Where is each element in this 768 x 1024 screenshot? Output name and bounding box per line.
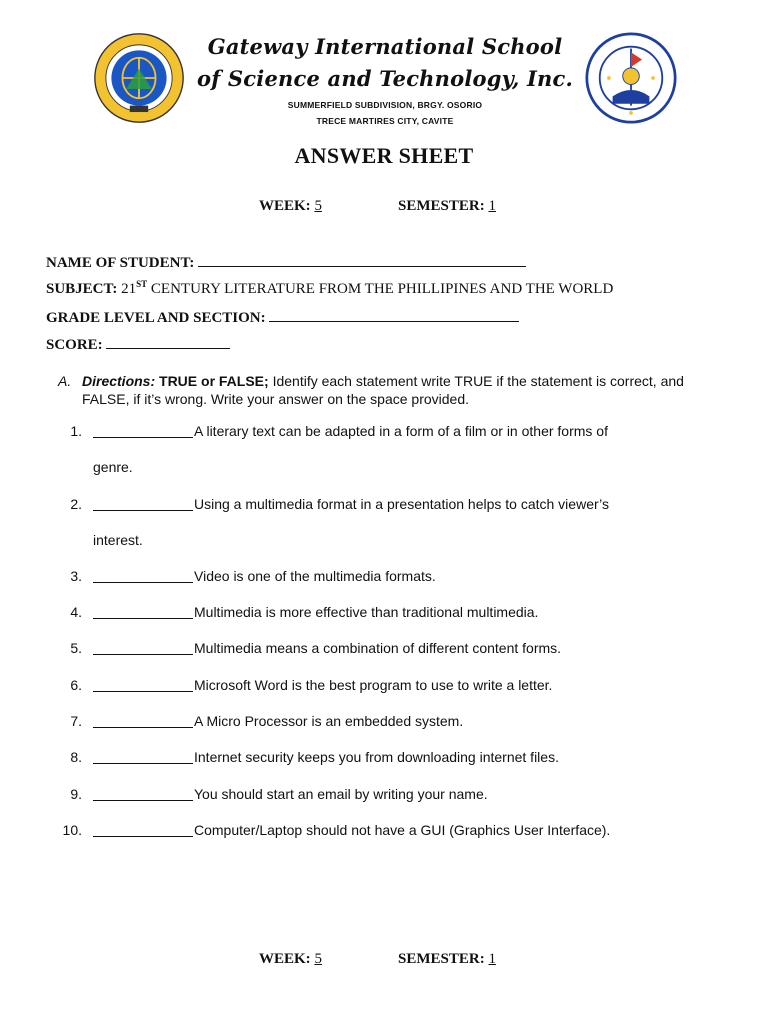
school-name-line1: Gateway International School [207,34,563,59]
deped-seal-icon [585,32,677,124]
subject-sup: ST [136,279,148,289]
directions-marker: A. [58,373,72,389]
directions-text: Identify each statement write TRUE if the statement is correct, and FALSE, if it’s wrong. Write your answer on the space provided. [82,373,684,407]
address-line2: TRECE MARTIRES CITY, CAVITE [316,116,454,126]
answer-blank[interactable] [93,582,193,583]
subject-value: CENTURY LITERATURE FROM THE PHILLIPINES AND THE WORLD [147,281,614,297]
item-number: 1. [70,423,82,439]
item-statement: A literary text can be adapted in a form of a film or in other forms of [194,423,608,439]
item-statement: Microsoft Word is the best program to use to write a letter. [194,677,553,693]
directions-tf: TRUE or FALSE; [159,373,269,389]
answer-blank[interactable] [93,654,193,655]
item-continuation: interest. [93,532,143,548]
item-number: 2. [70,496,82,512]
directions-label: Directions: [82,373,156,389]
item-statement: Internet security keeps you from downloading internet files. [194,749,559,765]
item-number: 3. [70,568,82,584]
score-blank[interactable] [106,334,230,349]
week-value: 5 [314,951,322,967]
item-number: 7. [70,713,82,729]
item-number: 9. [70,786,82,802]
answer-blank[interactable] [93,618,193,619]
semester-label: SEMESTER: [398,951,485,967]
subject-num: 21 [121,281,137,297]
item-number: 6. [70,677,82,693]
score-row [46,334,230,354]
answer-blank[interactable] [93,763,193,764]
answer-blank[interactable] [93,437,193,438]
week-value: 5 [314,198,322,214]
item-statement: You should start an email by writing your name. [194,786,488,802]
item-statement: Computer/Laptop should not have a GUI (Graphics User Interface). [194,822,611,838]
week-label: WEEK: [259,198,311,214]
semester-label: SEMESTER: [398,198,485,214]
student-name-row [46,252,526,272]
item-statement: Video is one of the multimedia formats. [194,568,436,584]
grade-section-row [46,307,519,327]
school-name-line2: of Science and Technology, Inc. [196,66,574,91]
semester-value: 1 [488,198,496,214]
student-name-blank[interactable] [198,252,526,267]
answer-blank[interactable] [93,691,193,692]
score-label: SCORE: [46,337,103,353]
school-seal-icon [93,32,185,124]
item-statement: Multimedia means a combination of different content forms. [194,640,562,656]
grade-section-label: GRADE LEVEL AND SECTION: [46,310,266,326]
page-title: ANSWER SHEET [294,143,474,168]
answer-blank[interactable] [93,800,193,801]
item-number: 8. [70,749,82,765]
grade-section-blank[interactable] [269,307,519,322]
item-continuation: genre. [93,459,133,475]
item-statement: Using a multimedia format in a presentation helps to catch viewer’s [194,496,610,512]
item-statement: Multimedia is more effective than traditional multimedia. [194,604,539,620]
answer-blank[interactable] [93,727,193,728]
item-number: 5. [70,640,82,656]
answer-blank[interactable] [93,836,193,837]
item-statement: A Micro Processor is an embedded system. [194,713,464,729]
subject-row [46,279,613,298]
answer-blank[interactable] [93,510,193,511]
week-label: WEEK: [259,951,311,967]
subject-label: SUBJECT: [46,281,118,297]
address-line1: SUMMERFIELD SUBDIVISION, BRGY. OSORIO [287,100,483,110]
semester-value: 1 [488,951,496,967]
item-number: 4. [70,604,82,620]
item-number: 10. [62,822,82,838]
student-name-label: NAME OF STUDENT: [46,255,195,271]
